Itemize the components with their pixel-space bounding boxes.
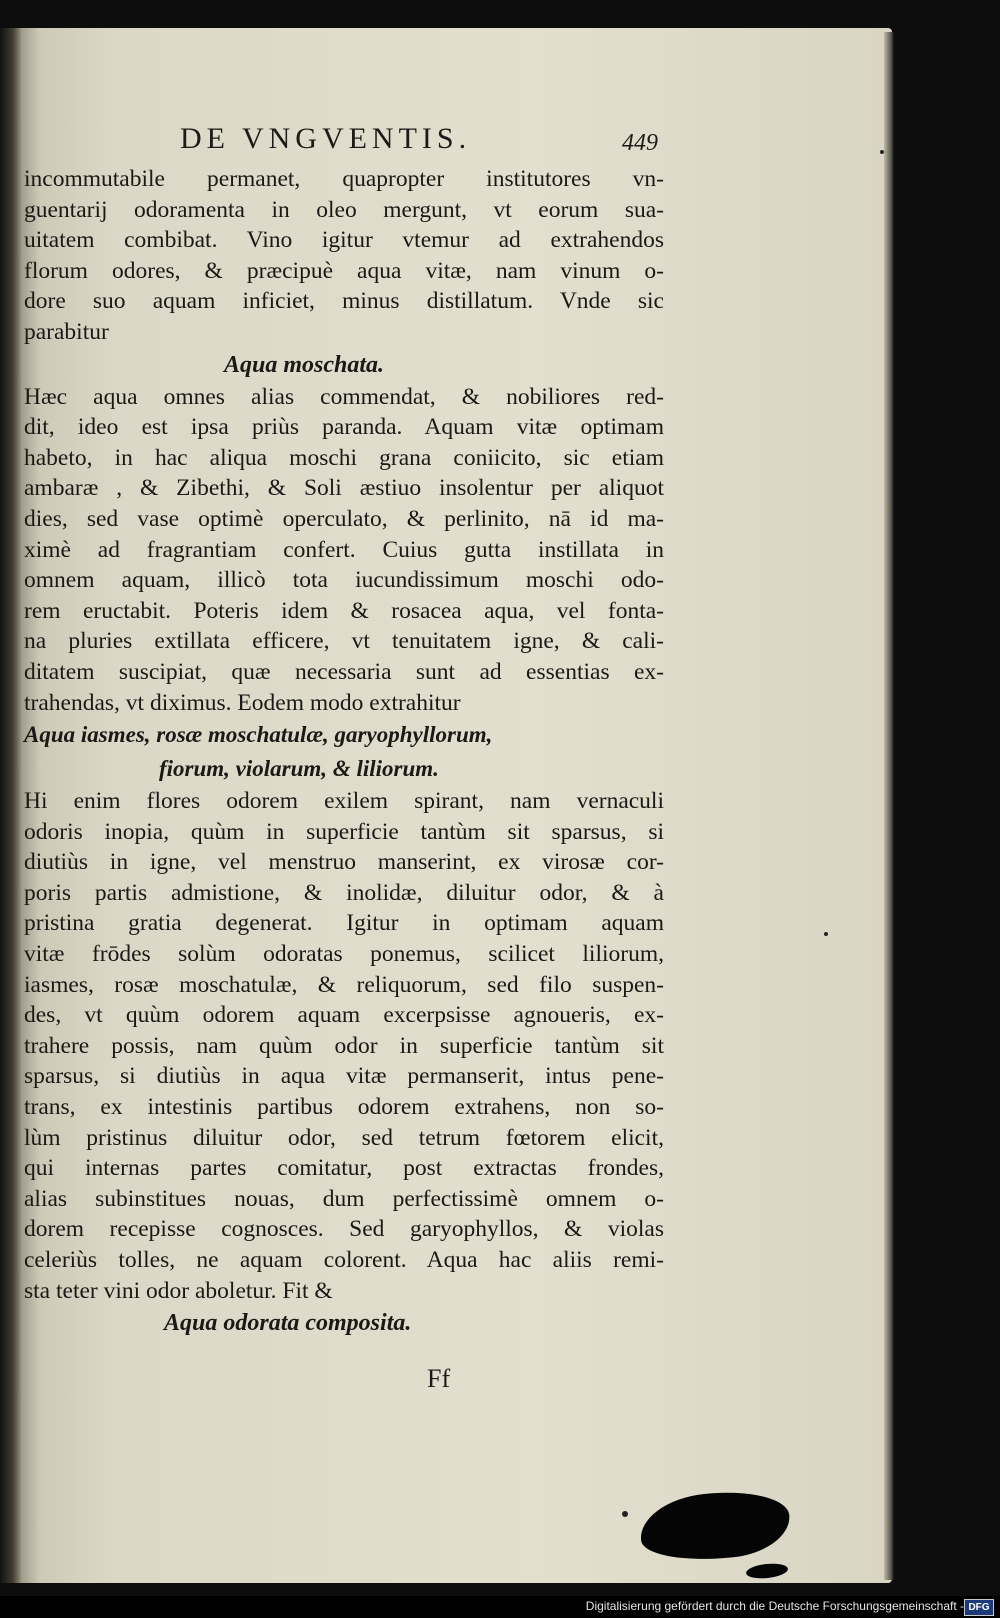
text-line: vitæ frōdes solùm odoratas ponemus, scilicet liliorum, — [24, 941, 664, 968]
page-edge — [884, 32, 894, 1580]
ink-stain — [637, 1485, 793, 1566]
paper-speck — [622, 1511, 628, 1517]
text-line: omnem aquam, illicò tota iucundissimum moschi odo- — [24, 567, 664, 594]
footer-credit: Digitalisierung gefördert durch die Deutsche Forschungsgemeinschaft - — [585, 1599, 964, 1613]
text-line: pristina gratia degenerat. Igitur in optimam aquam — [24, 910, 664, 937]
signature-mark: Ff — [427, 1364, 451, 1393]
text-line: dit, ideo est ipsa priùs paranda. Aquam vitæ optimam — [24, 414, 664, 441]
text-line: poris partis admistione, & inolidæ, diluitur odor, & à — [24, 879, 664, 906]
text-line: trans, ex intestinis partibus odorem extrahens, non so- — [24, 1094, 664, 1121]
text-line: florum odores, & præcipuè aqua vitæ, nam vinum o- — [24, 257, 664, 284]
text-line: celeriùs tolles, ne aquam colorent. Aqua hac aliis remi- — [24, 1247, 664, 1273]
text-line: alias subinstitues nouas, dum perfectissimè omnem o- — [24, 1185, 664, 1212]
page-header — [0, 122, 892, 162]
text-line: habeto, in hac aliqua moschi grana coniicito, sic etiam — [24, 444, 664, 471]
section-heading: fiorum, violarum, & liliorum. — [159, 756, 439, 782]
paper-speck — [824, 932, 828, 936]
text-line: trahere possis, nam quùm odor in superficie tantùm sit — [24, 1032, 664, 1059]
text-line: na pluries extillata efficere, vt tenuitatem igne, & cali- — [24, 628, 664, 655]
text-line: dore suo aquam inficiet, minus distillatum. Vnde sic — [24, 288, 664, 315]
section-heading: Aqua odorata composita. — [164, 1310, 412, 1337]
text-line: ditatem suscipiat, quæ necessaria sunt ad essentias ex- — [24, 658, 664, 685]
text-line: iasmes, rosæ moschatulæ, & reliquorum, sed filo suspen- — [24, 971, 664, 998]
text-line: ambaræ , & Zibethi, & Soli æstiuo insolentur per aliquot — [24, 475, 664, 502]
page-gutter-shadow — [0, 28, 22, 1583]
text-line: qui internas partes comitatur, post extractas frondes, — [24, 1155, 664, 1182]
page-number: 449 — [622, 130, 658, 156]
text-line: incommutabile permanet, quapropter institutores vn- — [24, 166, 664, 192]
text-line: ximè ad fragrantiam confert. Cuius gutta instillata in — [24, 536, 664, 563]
text-line: des, vt quùm odorem aquam excerpsisse agnoueris, ex- — [24, 1002, 664, 1029]
text-line: Hi enim flores odorem exilem spirant, nam vernaculi — [24, 788, 664, 815]
text-line: rem eructabit. Poteris idem & rosacea aqua, vel fonta- — [24, 597, 664, 624]
text-line: Hæc aqua omnes alias commendat, & nobiliores red- — [24, 383, 664, 410]
footer-bar — [0, 1596, 1000, 1618]
text-line: parabitur — [24, 318, 109, 345]
section-heading: Aqua iasmes, rosæ moschatulæ, garyophyllorum, — [24, 722, 493, 748]
ink-stain — [745, 1562, 788, 1580]
text-line: guentarij odoramenta in oleo mergunt, vt eorum sua- — [24, 196, 664, 223]
text-line: diutiùs in igne, vel menstruo manserint, ex virosæ cor- — [24, 849, 664, 876]
dfg-logo[interactable]: DFG — [964, 1599, 994, 1616]
text-line: trahendas, vt diximus. Eodem modo extrahitur — [24, 689, 461, 716]
text-line: uitatem combibat. Vino igitur vtemur ad extrahendos — [24, 227, 664, 254]
text-line: sta teter vini odor aboletur. Fit & — [24, 1277, 333, 1304]
running-head: DE VNGVENTIS. — [180, 122, 472, 155]
section-heading: Aqua moschata. — [224, 351, 385, 378]
text-line: dies, sed vase optimè operculato, & perlinito, nā id ma- — [24, 505, 664, 532]
body-text — [24, 164, 664, 1340]
text-line: sparsus, si diutiùs in aqua vitæ permanserit, intus pene- — [24, 1063, 664, 1090]
text-line: dorem recepisse cognosces. Sed garyophyllos, & violas — [24, 1216, 664, 1243]
text-line: odoris inopia, quùm in superficie tantùm sit sparsus, si — [24, 818, 664, 845]
text-line: lùm pristinus diluitur odor, sed tetrum fœtorem elicit, — [24, 1124, 664, 1151]
book-page — [0, 28, 892, 1583]
